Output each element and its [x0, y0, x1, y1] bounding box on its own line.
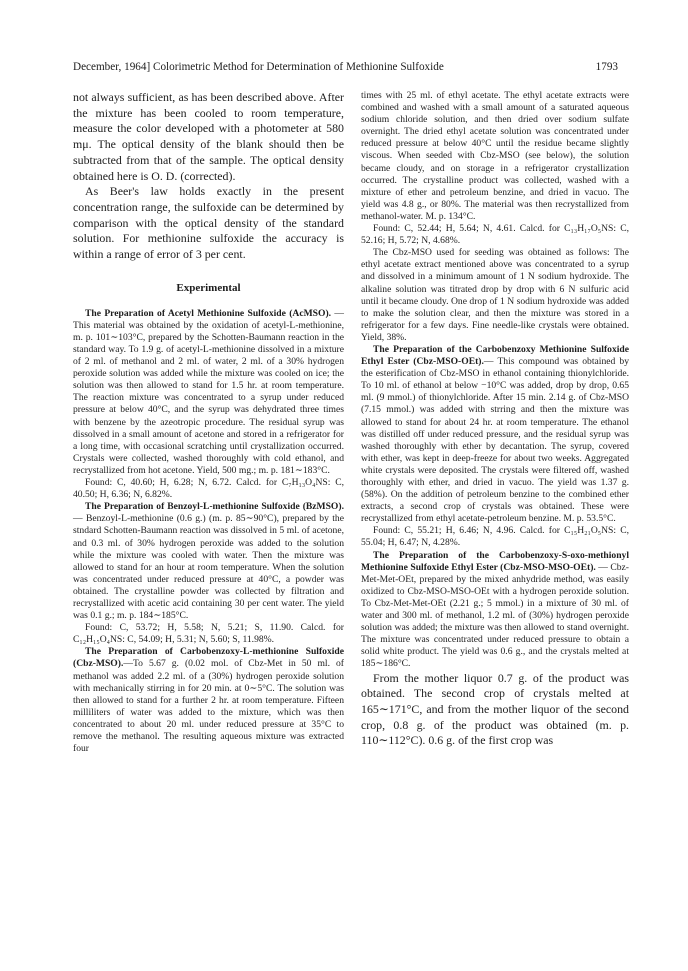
- right-column: [361, 90, 629, 749]
- acmso-body: — This material was obtained by the oxidation of acetyl-L-methionine, m. p. 101∼103°C, prepared by the Schotten-Baumann reaction in the standard way. To 1.9 g. of acetyl-L-methionine dissolved in a mixture of 2 ml. of methanol and 2 ml. of water, 2 ml. of a 30% hydrogen peroxide solution was added while the mixture was cooled on ice; the solution was then allowed to stand for 1.5 hr. at room temperature. The reaction mixture was concentrated to a syrup under reduced pressure at below 40°C, and the syrup was dehydrated three times with benzene by the azeotropic procedure. The residual syrup was dissolved in a small amount of acetone and stored in a refrigerator for a long time, with occasional scratching until crystallization occurred. Crystals were collected, washed thoroughly with cold ethanol, and recrystallized from hot acetone. Yield, 500 mg.; m. p. 181∼183°C.: [73, 307, 344, 476]
- mother-liquor-paragraph: From the mother liquor 0.7 g. of the product was obtained. The second crop of crystals melted at 165∼171°C, and from the mother liquor of the second crop, 0.8 g. of the product was obtained (m. p. 110∼112°C). 0.6 g. of the first crop was: [361, 670, 629, 748]
- intro-paragraph-1: not always sufficient, as has been described above. After the mixture has been cooled to room temperature, measure the color developed with a photometer at 580 mμ. The optical density of the blank should then be subtracted from that of the sample. The optical density obtained here is O. D. (corrected).: [73, 90, 344, 183]
- cbzmso-analysis: Found: C, 52.44; H, 5.64; N, 4.61. Calcd. for C₁₃H₁₇O₅NS: C, 52.16; H, 5.72; N, 4.68%.: [361, 223, 629, 247]
- running-head-title: December, 1964] Colorimetric Method for Determination of Methionine Sulfoxide: [73, 61, 444, 73]
- cbzmso-heading: The Preparation of Carbobenzoxy-L-methionine Sulfoxide (Cbz-MSO).: [73, 646, 344, 670]
- acmso-heading: The Preparation of Acetyl Methionine Sulfoxide (AcMSO).: [85, 307, 332, 319]
- oxo-methionyl-body: — Cbz-Met-Met-OEt, prepared by the mixed anhydride method, was easily oxidized to Cbz-MSO-MSO-OEt with a hydrogen peroxide solution. To Cbz-Met-Met-OEt (2.21 g.; 5 mmol.) in a mixture of 30 ml. of water and 300 ml. of methanol, 1.2 ml. of (30%) hydrogen peroxide solution was added; the mixture was then allowed to stand overnight. The mixture was concentrated under reduced pressure to obtain a solid white product. The yield was 0.6 g., and the crystals melted at 185∼186°C.: [361, 561, 629, 670]
- cbzmso-oet-paragraph: [361, 344, 629, 525]
- cbzmso-oet-heading: The Preparation of the Carbobenzoxy Methionine Sulfoxide Ethyl Ester (Cbz-MSO-OEt).: [361, 343, 629, 368]
- acmso-analysis: Found: C, 40.60; H, 6.28; N, 6.72. Calcd. for C₇H₁₃O₄NS: C, 40.50; H, 6.36; N, 6.82%.: [73, 477, 344, 501]
- acmso-paragraph: [73, 308, 344, 477]
- cbzmso-oet-body: — This compound was obtained by the esterification of Cbz-MSO in ethanol containing thionylchloride. To 10 ml. of ethanol at below −10°C was added, drop by drop, 0.65 ml. (9 mmol.) of thionylchloride. After 15 min. 2.14 g. of Cbz-MSO (7.15 mmol.) was added with strring and then the mixture was allowed to stand for about 24 hr. at room temperature. The ethanol was distilled off under reduced pressure, and the residual syrup was washed thoroughly with ether by decantation. The syrup, covered with ether, was kept in deep-freeze for about two weeks. Aggregated white crystals were deposited. The crystals were filtered off, washed thoroughly with ether, and dried in vacuo. The yield was 1.37 g. (58%). On the addition of petroleum benzine to the combined ether extracts, a second crop of crystals was obtained. These were recrystallized from ethyl acetate-petroleum benzine. M. p. 53.5°C.: [361, 356, 629, 525]
- bzmso-body: — Benzoyl-L-methionine (0.6 g.) (m. p. 85∼90°C), prepared by the stndard Schotten-Baumann reaction was dissolved in 5 ml. of acetone, and 0.3 ml. of 30% hydrogen peroxide was added to the solution while the mixture was cooled with water. Then the mixture was allowed to stand for an hour at room temperature. When the solution was concentrated under reduced pressure at 40°C, a powder was obtained. The crystalline powder was collected by filtration and recrystallized with acetic acid containing 30 per cent water. The yield was 0.1 g.; m. p. 184∼185°C.: [73, 513, 344, 622]
- intro-paragraph-2: As Beer's law holds exactly in the present concentration range, the sulfoxide can be determined by comparison with the optical density of the standard solution. For methionine sulfoxide the accuracy is within a range of error of 3 per cent.: [73, 184, 344, 262]
- section-title-experimental: Experimental: [176, 281, 241, 294]
- bzmso-paragraph: [73, 501, 344, 622]
- running-head: [73, 60, 618, 80]
- bzmso-heading: The Preparation of Benzoyl-L-methionine Sulfoxide (BzMSO).: [85, 501, 344, 513]
- oxo-methionyl-paragraph: [361, 550, 629, 671]
- cbzmso-oet-analysis: Found: C, 55.21; H, 6.46; N, 4.96. Calcd. for C₁₅H₂₁O₅NS: C, 55.04; H, 6.47; N, 4.28%.: [361, 525, 629, 549]
- cbzmso-continued-paragraph: times with 25 ml. of ethyl acetate. The ethyl acetate extracts were combined and washed with a small amount of a saturated aqueous sodium chloride solution, and then dried over sodium sulfate overnight. The dried ethyl acetate solution was concentrated under reduced pressure at below 40°C until the residue became slightly viscous. When seeded with Cbz-MSO (see below), the solution became cloudy, and on storage in a refrigerator crystallization occurred. The crystalline product was collected, washed with a mixture of ether and petroleum benzine, and dried in vacuo. The yield was 4.8 g., or 80%. The material was then recrystallized from methanol-water. M. p. 134°C.: [361, 90, 629, 222]
- left-column: [73, 90, 344, 755]
- oxo-methionyl-heading: The Preparation of the Carbobenzoxy-S-oxo-methionyl Methionine Sulfoxide Ethyl Ester (Cbz-MSO-MSO-OEt).: [361, 549, 629, 573]
- seeding-paragraph: The Cbz-MSO used for seeding was obtained as follows: The ethyl acetate extract mentioned above was concentrated to a syrup and dissolved in a minimum amount of 1 N sodium hydroxide. The alkaline solution was titrated drop by drop with 6 N sulfuric acid until it became cloudy. One drop of 1 N sodium hydroxide was added to make the solution clear, and then the mixture was stored in a refrigerator for a few days. Fine needle-like crystals were obtained. Yield, 38%.: [361, 247, 629, 343]
- cbzmso-paragraph: [73, 646, 344, 755]
- cbzmso-body: —To 5.67 g. (0.02 mol. of Cbz-Met in 50 ml. of methanol was added 2.2 ml. of a (30%) hydrogen peroxide solution with mechanically stirring in for 20 min. at 0∼5°C. The solution was then allowed to stand for a further 2 hr. at room temperature. Fifteen milliliters of water was added to the mixture, which was then concentrated to about 20 ml. under reduced pressure at 35°C to remove the methanol. The resulting aqueous mixture was extracted four: [73, 658, 344, 755]
- bzmso-analysis: Found: C, 53.72; H, 5.58; N, 5.21; S, 11.90. Calcd. for C₁₂H₁₅O₄NS: C, 54.09; H, 5.31; N, 5.60; S, 11.98%.: [73, 622, 344, 646]
- page-number: 1793: [595, 61, 618, 73]
